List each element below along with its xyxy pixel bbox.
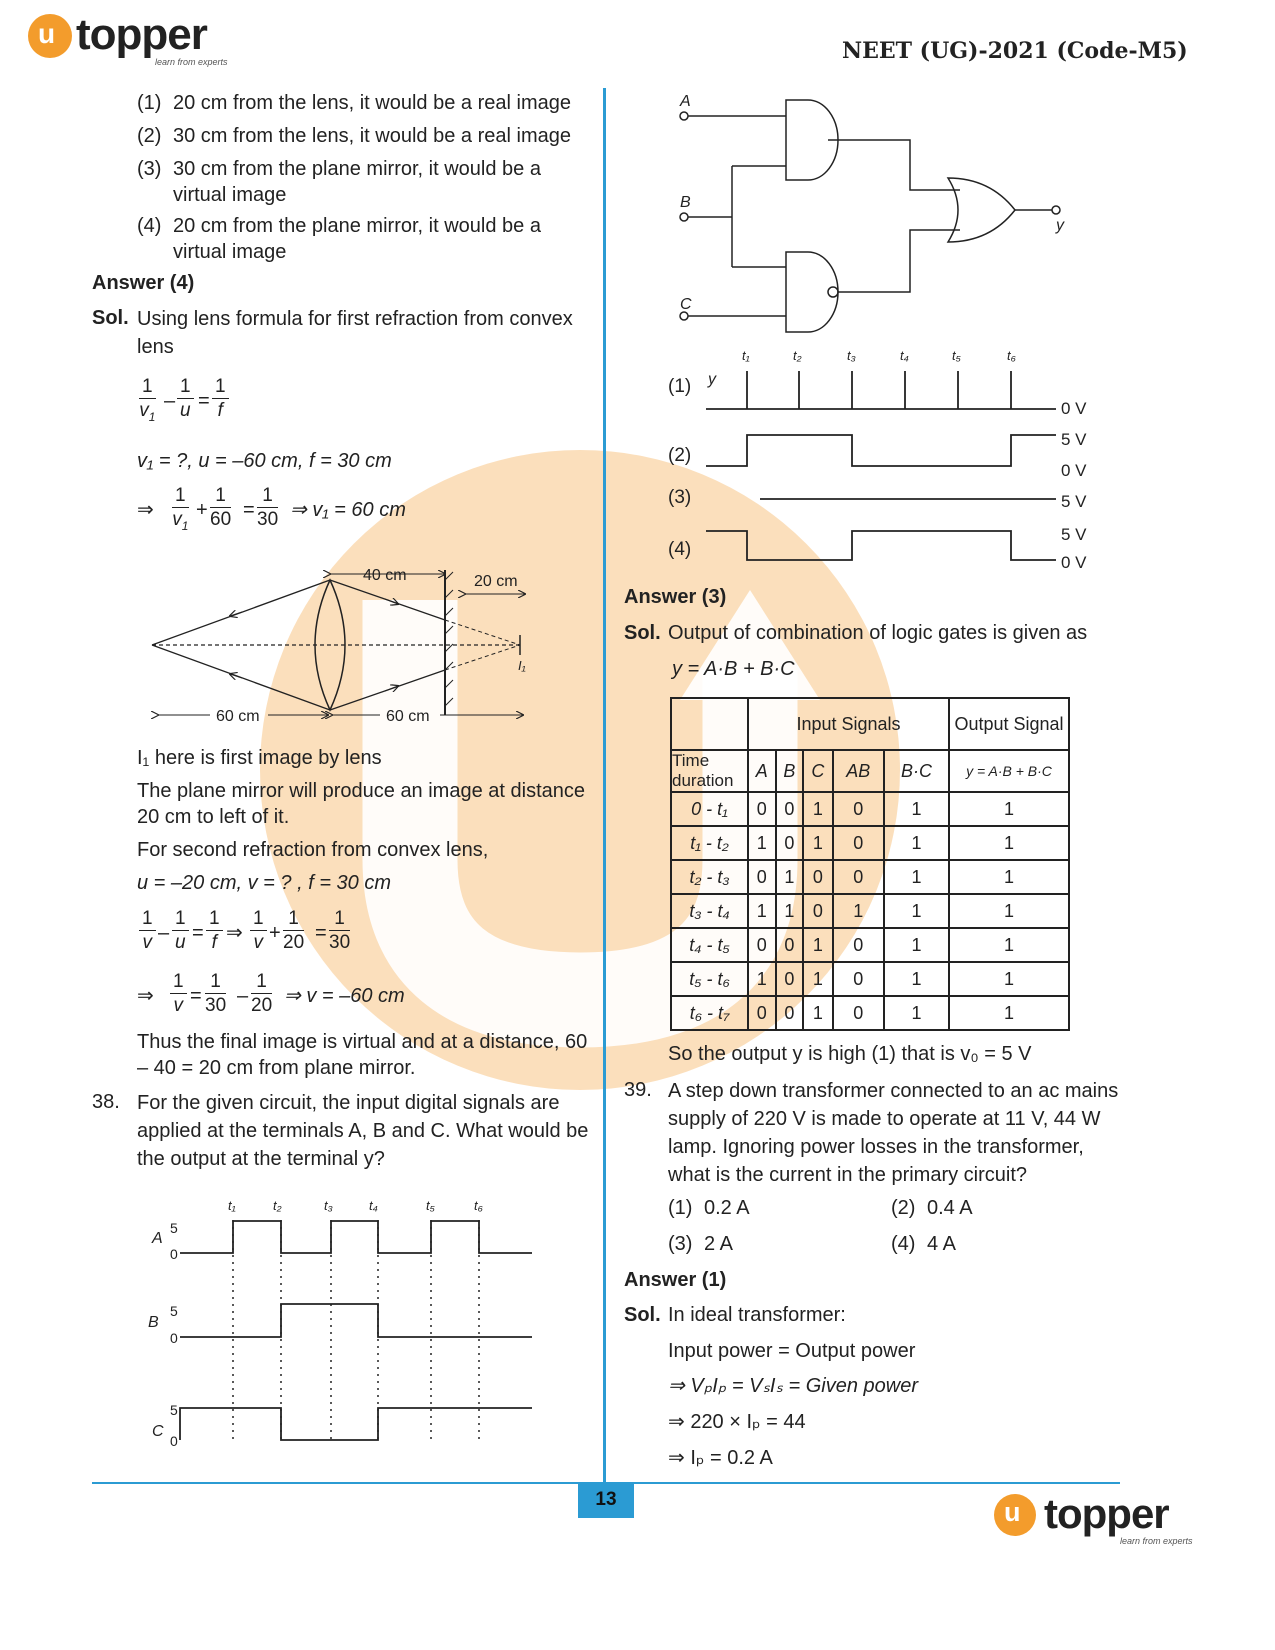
fraction: $\frac{1}{v_1}$ bbox=[139, 376, 156, 424]
fraction: $\frac{1}{60}$ bbox=[210, 485, 232, 530]
option-y-label: y bbox=[708, 371, 716, 388]
cell: 0 bbox=[833, 996, 884, 1030]
label-60cm-a: 60 cm bbox=[216, 708, 260, 725]
label-40cm: 40 cm bbox=[363, 567, 407, 584]
level-low: 0 bbox=[170, 1330, 178, 1346]
cell: 0 bbox=[748, 928, 776, 962]
cell: 1 bbox=[884, 826, 949, 860]
footer-brand: topper bbox=[1044, 1490, 1169, 1537]
option-text: 30 cm from the plane mirror, it would be a virtual image bbox=[173, 158, 541, 206]
option-num: (2) bbox=[891, 1197, 916, 1219]
option-text: 0.2 A bbox=[704, 1197, 750, 1219]
time-label-t6: t₆ bbox=[1007, 348, 1016, 363]
cell: 1 bbox=[884, 928, 949, 962]
sol-line-i1: I₁ here is first image by lens bbox=[137, 747, 382, 769]
plus-sign: + bbox=[269, 922, 281, 944]
brand-tagline: learn from experts bbox=[155, 57, 228, 67]
sol-result-2: ⇒ v = –60 cm bbox=[284, 985, 405, 1007]
option-1-label: (1) bbox=[668, 376, 692, 397]
label-20cm: 20 cm bbox=[474, 573, 518, 590]
or-gate bbox=[948, 178, 1015, 242]
cell: 1 bbox=[748, 826, 776, 860]
col-header: B·C bbox=[884, 750, 949, 792]
volt-label: 5 V bbox=[1061, 492, 1087, 511]
cell: 0 bbox=[748, 996, 776, 1030]
sol-values-2: u = –20 cm, v = ? , f = 30 cm bbox=[137, 872, 392, 894]
col-header: B bbox=[776, 750, 804, 792]
cell: 1 bbox=[949, 792, 1069, 826]
option-num: (3) bbox=[668, 1233, 693, 1255]
cell: 0 bbox=[748, 860, 776, 894]
option-num: (3) bbox=[137, 158, 162, 180]
q38-conclusion: So the output y is high (1) that is v₀ = 5 V bbox=[668, 1043, 1032, 1065]
q39-text: A step down transformer connected to an ac mains supply of 220 V is made to operate at 11 V, 44 W lamp. Ignoring power losses in the transformer, what is the current in the primary circuit? bbox=[668, 1080, 1119, 1186]
cell: 1 bbox=[748, 894, 776, 928]
table-row bbox=[671, 962, 1069, 996]
time-label-t4: t₄ bbox=[900, 348, 909, 363]
minus-sign: – bbox=[158, 922, 170, 944]
cell: 1 bbox=[949, 826, 1069, 860]
q39-number: 39. bbox=[624, 1079, 652, 1101]
cell: 0 bbox=[833, 928, 884, 962]
column-divider bbox=[603, 88, 606, 1518]
cell: 1 bbox=[776, 894, 804, 928]
q38-text: For the given circuit, the input digital signals are applied at the terminals A, B and C. What would be the output at the terminal y? bbox=[137, 1092, 589, 1170]
input-waveforms bbox=[140, 1190, 540, 1460]
option-num: (1) bbox=[137, 92, 162, 114]
fraction: $\frac{1}{30}$ bbox=[257, 485, 279, 530]
sol-label: Sol. bbox=[92, 307, 129, 329]
sol-line: ⇒ VₚIₚ = VₛIₛ = Given power bbox=[668, 1375, 919, 1397]
cell: 1 bbox=[949, 860, 1069, 894]
fraction: $\frac{1}{v}$ bbox=[250, 908, 267, 955]
level-high: 5 bbox=[170, 1402, 178, 1418]
sol-line: ⇒ 220 × Iₚ = 44 bbox=[668, 1411, 806, 1433]
sol-intro: Using lens formula for first refraction from convex lens bbox=[137, 308, 573, 358]
sol-result-1: ⇒ v₁ = 60 cm bbox=[290, 499, 406, 521]
option-text: 0.4 A bbox=[927, 1197, 973, 1219]
cell: 0 - t₁ bbox=[671, 792, 748, 826]
sol-label: Sol. bbox=[624, 1304, 661, 1326]
option-num: (4) bbox=[137, 215, 162, 237]
fraction: $\frac{1}{30}$ bbox=[205, 971, 227, 1016]
cell: 0 bbox=[776, 962, 804, 996]
brand-name: topper bbox=[76, 10, 207, 59]
cell: 1 bbox=[949, 928, 1069, 962]
option-num: (2) bbox=[137, 125, 162, 147]
cell: 0 bbox=[776, 996, 804, 1030]
q38-expression: y = A·B + B·C bbox=[672, 658, 795, 680]
cell: 1 bbox=[884, 860, 949, 894]
table-row bbox=[671, 826, 1069, 860]
cell: 1 bbox=[833, 894, 884, 928]
cell: 1 bbox=[884, 962, 949, 996]
cell: 1 bbox=[803, 826, 833, 860]
equals-sign: = bbox=[198, 390, 210, 412]
logic-gate-circuit bbox=[670, 90, 1090, 335]
cell: 0 bbox=[803, 860, 833, 894]
fraction: $\frac{1}{20}$ bbox=[251, 971, 273, 1016]
col-header: AB bbox=[833, 750, 884, 792]
q38-number: 38. bbox=[92, 1091, 120, 1113]
signal-label-b: B bbox=[148, 1314, 159, 1331]
header-output-signal: Output Signal bbox=[949, 698, 1069, 750]
gate-label-b: B bbox=[680, 194, 691, 211]
cell: 0 bbox=[833, 860, 884, 894]
sol-line-mirror: The plane mirror will produce an image at distance 20 cm to left of it. bbox=[137, 780, 585, 828]
sol-values-1: v₁ = ?, u = –60 cm, f = 30 cm bbox=[137, 450, 392, 472]
equals-sign: = bbox=[190, 985, 202, 1007]
waveform-a bbox=[180, 1221, 532, 1253]
fraction: $\frac{1}{u}$ bbox=[172, 908, 189, 955]
volt-label: 0 V bbox=[1061, 461, 1087, 480]
col-header: Time duration bbox=[671, 750, 748, 792]
gate-label-c: C bbox=[680, 296, 692, 313]
cell: 1 bbox=[803, 928, 833, 962]
minus-sign: – bbox=[164, 390, 176, 412]
fraction: $\frac{1}{f}$ bbox=[212, 376, 229, 423]
table-row bbox=[671, 928, 1069, 962]
nand-bubble bbox=[828, 287, 838, 297]
implies-sign: ⇒ bbox=[226, 922, 243, 944]
option-3-label: (3) bbox=[668, 487, 692, 508]
option-text: 30 cm from the lens, it would be a real image bbox=[173, 125, 571, 147]
cell: 1 bbox=[803, 792, 833, 826]
fraction: $\frac{1}{u}$ bbox=[177, 376, 194, 423]
cell: t₁ - t₂ bbox=[671, 826, 748, 860]
table-row bbox=[671, 894, 1069, 928]
signal-label-c: C bbox=[152, 1423, 164, 1440]
label-i1: I₁ bbox=[518, 658, 526, 673]
level-high: 5 bbox=[170, 1220, 178, 1236]
label-60cm-b: 60 cm bbox=[386, 708, 430, 725]
q38-sol-text: Output of combination of logic gates is given as bbox=[668, 622, 1088, 644]
cell: 1 bbox=[949, 996, 1069, 1030]
signal-label-a: A bbox=[152, 1230, 163, 1247]
time-label-t5: t₅ bbox=[952, 348, 961, 363]
cell: 0 bbox=[776, 792, 804, 826]
option-num: (1) bbox=[668, 1197, 693, 1219]
time-label-t1: t₁ bbox=[228, 1198, 236, 1213]
fraction: $\frac{1}{v_1}$ bbox=[172, 485, 189, 533]
q39-answer: Answer (1) bbox=[624, 1269, 727, 1291]
time-label-t4: t₄ bbox=[369, 1198, 378, 1213]
option-text: 20 cm from the plane mirror, it would be a virtual image bbox=[173, 215, 541, 263]
q38-answer: Answer (3) bbox=[624, 586, 727, 608]
table-row bbox=[671, 860, 1069, 894]
cell: 0 bbox=[803, 894, 833, 928]
implies-sign: ⇒ bbox=[137, 985, 154, 1007]
header-input-signals: Input Signals bbox=[748, 698, 949, 750]
cell: 0 bbox=[776, 928, 804, 962]
equals-sign: = bbox=[243, 499, 255, 521]
gate-label-y: y bbox=[1056, 217, 1064, 234]
time-label-t3: t₃ bbox=[847, 348, 856, 363]
cell: 0 bbox=[833, 792, 884, 826]
col-header: C bbox=[803, 750, 833, 792]
cell: 0 bbox=[833, 826, 884, 860]
header-blank bbox=[671, 698, 748, 750]
time-label-t6: t₆ bbox=[474, 1198, 483, 1213]
cell: 0 bbox=[833, 962, 884, 996]
volt-label: 0 V bbox=[1061, 553, 1087, 572]
option-2-label: (2) bbox=[668, 445, 692, 466]
nand-gate bbox=[786, 252, 838, 332]
time-label-t1: t₁ bbox=[742, 348, 750, 363]
cell: 1 bbox=[884, 894, 949, 928]
fraction: $\frac{1}{30}$ bbox=[329, 908, 351, 953]
cell: t₃ - t₄ bbox=[671, 894, 748, 928]
cell: t₄ - t₅ bbox=[671, 928, 748, 962]
cell: 1 bbox=[884, 996, 949, 1030]
lens-mirror-diagram bbox=[140, 560, 560, 740]
time-label-t3: t₃ bbox=[324, 1198, 333, 1213]
col-header: A bbox=[748, 750, 776, 792]
cell: 0 bbox=[748, 792, 776, 826]
cell: 1 bbox=[803, 962, 833, 996]
fraction: $\frac{1}{v}$ bbox=[170, 971, 187, 1018]
option-4-label: (4) bbox=[668, 539, 692, 560]
plus-sign: + bbox=[196, 499, 208, 521]
cell: t₆ - t₇ bbox=[671, 996, 748, 1030]
footer-logo-icon: u bbox=[994, 1494, 1036, 1536]
sol-conclusion: Thus the final image is virtual and at a distance, 60 – 40 = 20 cm from plane mirror. bbox=[137, 1031, 588, 1079]
option-text: 20 cm from the lens, it would be a real image bbox=[173, 92, 571, 114]
volt-label: 5 V bbox=[1061, 525, 1087, 544]
col-header: y = A·B + B·C bbox=[949, 750, 1069, 792]
cell: 1 bbox=[949, 894, 1069, 928]
time-label-t2: t₂ bbox=[793, 348, 802, 363]
cell: 0 bbox=[776, 826, 804, 860]
level-low: 0 bbox=[170, 1246, 178, 1262]
gate-label-a: A bbox=[680, 93, 691, 110]
footer-tagline: learn from experts bbox=[1120, 1536, 1193, 1546]
table-row bbox=[671, 996, 1069, 1030]
time-label-t5: t₅ bbox=[426, 1198, 435, 1213]
level-high: 5 bbox=[170, 1303, 178, 1319]
cell: 1 bbox=[884, 792, 949, 826]
fraction: $\frac{1}{f}$ bbox=[206, 908, 223, 955]
cell: 1 bbox=[949, 962, 1069, 996]
output-option-waveforms bbox=[660, 338, 1100, 578]
option-text: 2 A bbox=[704, 1233, 733, 1255]
equals-sign: = bbox=[192, 922, 204, 944]
level-low: 0 bbox=[170, 1433, 178, 1449]
volt-label: 0 V bbox=[1061, 399, 1087, 418]
sol-line: ⇒ Iₚ = 0.2 A bbox=[668, 1447, 773, 1469]
table-row bbox=[671, 792, 1069, 826]
fraction: $\frac{1}{v}$ bbox=[139, 908, 156, 955]
equals-sign: = bbox=[315, 922, 327, 944]
cell: t₂ - t₃ bbox=[671, 860, 748, 894]
fraction: $\frac{1}{20}$ bbox=[283, 908, 305, 953]
volt-label: 5 V bbox=[1061, 430, 1087, 449]
q37-answer: Answer (4) bbox=[92, 272, 195, 294]
time-label-t2: t₂ bbox=[273, 1198, 282, 1213]
implies-sign: ⇒ bbox=[137, 499, 154, 521]
cell: 1 bbox=[748, 962, 776, 996]
cell: t₅ - t₆ bbox=[671, 962, 748, 996]
option-text: 4 A bbox=[927, 1233, 956, 1255]
exam-title: NEET (UG)-2021 (Code-M5) bbox=[842, 38, 1188, 64]
brand-logo-icon: u bbox=[28, 14, 72, 58]
minus-sign: – bbox=[237, 985, 249, 1007]
sol-line-second: For second refraction from convex lens, bbox=[137, 839, 489, 861]
option-num: (4) bbox=[891, 1233, 916, 1255]
truth-table bbox=[670, 697, 1070, 1031]
cell: 1 bbox=[776, 860, 804, 894]
page-number: 13 bbox=[578, 1484, 634, 1518]
sol-line: In ideal transformer: bbox=[668, 1304, 846, 1326]
cell: 1 bbox=[803, 996, 833, 1030]
sol-line: Input power = Output power bbox=[668, 1340, 916, 1362]
sol-label: Sol. bbox=[624, 622, 661, 644]
